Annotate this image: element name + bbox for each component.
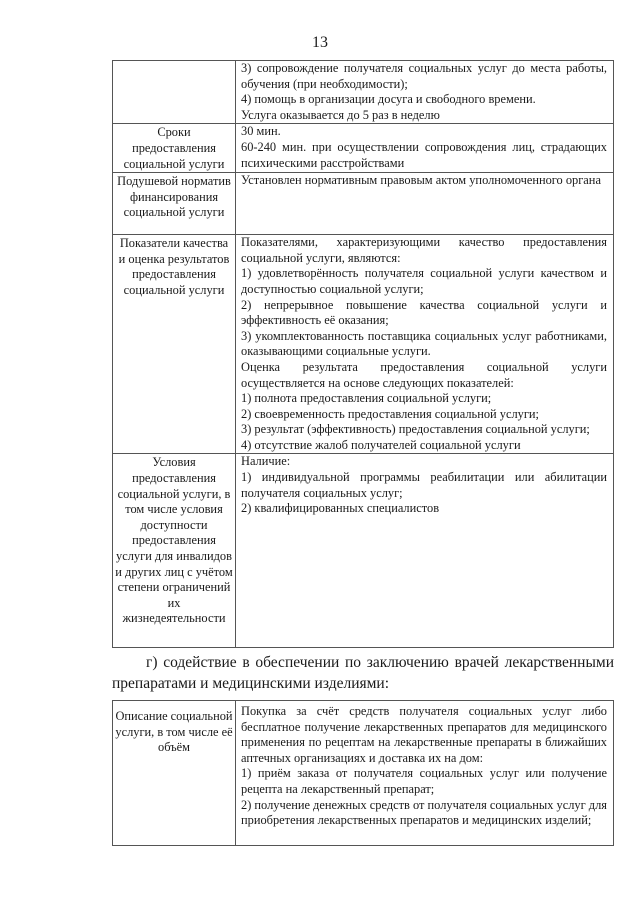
- table-row: [113, 173, 614, 235]
- row-value: [236, 61, 614, 124]
- row-value: [236, 701, 614, 846]
- value-line: Услуга оказывается до 5 раз в неделю: [241, 107, 440, 122]
- value-line: 1) индивидуальной программы реабилитации или абилитации получателя социальных услуг;: [241, 470, 607, 500]
- page-number: 13: [312, 34, 328, 51]
- value-line: 2) получение денежных средств от получателя социальных услуг для приобретения лекарственных препаратов и медицинских изделий;: [241, 797, 607, 828]
- row-value: [236, 173, 614, 235]
- value-line: 2) непрерывное повышение качества социальной услуги и эффективность её оказания;: [241, 297, 607, 328]
- value-line: Наличие:: [241, 454, 291, 469]
- row-label-description: Описание социальной услуги, в том числе её объём: [113, 701, 236, 846]
- paragraph-text: г) содействие в обеспечении по заключению врачей лекарственными препаратами и медицинскими изделиями:: [112, 654, 614, 692]
- table-row: [113, 124, 614, 173]
- value-line: 2) своевременность предоставления социальной услуги;: [241, 406, 539, 421]
- value-line: 4) помощь в организации досуга и свободного времени.: [241, 92, 536, 107]
- value-line: 1) полнота предоставления социальной услуги;: [241, 391, 492, 406]
- row-value: [236, 124, 614, 173]
- services-table-new: [112, 700, 614, 846]
- row-value: [236, 235, 614, 454]
- value-line: Показателями, характеризующими качество предоставления социальной услуги, являются:: [241, 235, 607, 265]
- row-label-financing: Подушевой норматив финансирования социальной услуги: [113, 173, 236, 235]
- value-line: 3) сопровождение получателя социальных услуг до места работы, обучения (при необходимости);: [241, 61, 607, 91]
- value-line: 1) удовлетворённость получателя социальной услуги качеством и доступностью социальной услуги;: [241, 266, 607, 296]
- table-row: [113, 61, 614, 124]
- value-line: Оценка результата предоставления социальной услуги осуществляется на основе следующих показателей:: [241, 359, 607, 390]
- row-value: [236, 454, 614, 648]
- value-line: 4) отсутствие жалоб получателей социальной услуги: [241, 437, 521, 452]
- table-row: [113, 701, 614, 846]
- value-line: Установлен нормативным правовым актом уполномоченного органа: [241, 173, 601, 188]
- table-row: [113, 235, 614, 454]
- value-line: 1) приём заказа от получателя социальных услуг или получение рецепта на лекарственный препарат;: [241, 766, 607, 796]
- value-line: 60-240 мин. при осуществлении сопровождения лиц, страдающих психическими расстройствами: [241, 139, 607, 170]
- services-table-continued: [112, 60, 614, 648]
- table-row: [113, 454, 614, 648]
- row-label-quality: Показатели качества и оценка результатов предоставления социальной услуги: [113, 235, 236, 454]
- row-label-duration: Сроки предоставления социальной услуги: [113, 124, 236, 173]
- value-line: 2) квалифицированных специалистов: [241, 501, 440, 516]
- row-label: [113, 61, 236, 124]
- value-line: 3) результат (эффективность) предоставления социальной услуги;: [241, 422, 590, 437]
- row-label-conditions: Условия предоставления социальной услуги, в том числе условия доступности предоставления услуги для инвалидов и других лиц с учётом степени ограничений их жизнедеятельности: [113, 454, 236, 648]
- value-line: Покупка за счёт средств получателя социальных услуг либо бесплатное получение лекарственных препаратов для медицинского применения по рецептам на лекарственные препараты в ближайших аптечных организациях и доставка их на дом:: [241, 704, 607, 765]
- value-line: 3) укомплектованность поставщика социальных услуг работниками, оказывающими социальные услуги.: [241, 328, 607, 359]
- section-paragraph: [112, 652, 614, 694]
- value-line: 30 мин.: [241, 124, 281, 139]
